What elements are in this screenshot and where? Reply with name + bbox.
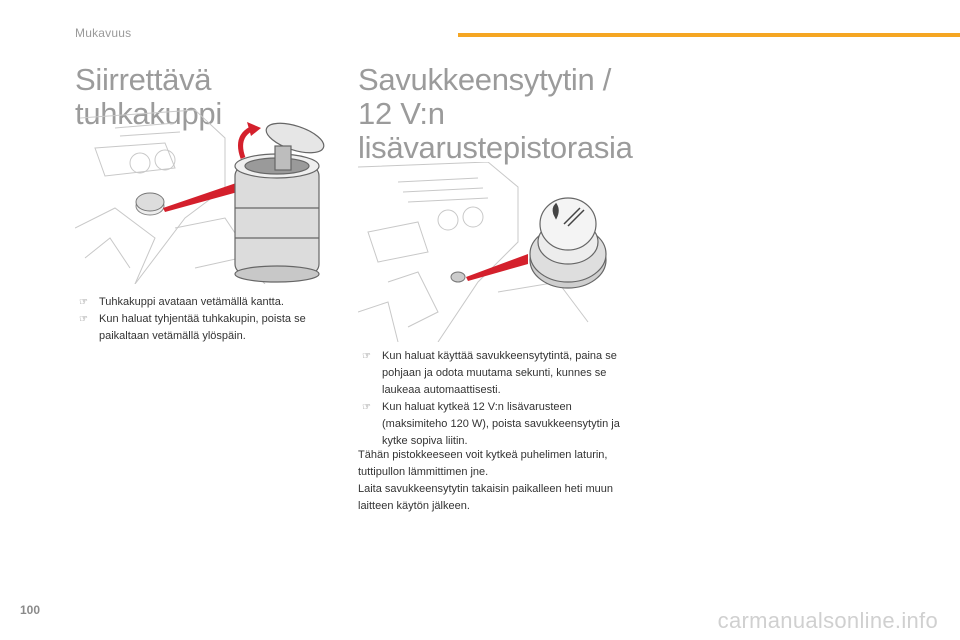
list-item-text: Kun haluat kytkeä 12 V:n lisävarusteen (maksimiteho 120 W), poista savukkeensytytin ja kytke sopiva liitin. (382, 401, 620, 447)
list-item (75, 294, 345, 311)
page-number: 100 (20, 603, 41, 617)
lighter-socket-title: Savukkeensytytin / 12 V:n lisävarustepistorasia (358, 62, 633, 165)
pointing-finger-icon: ☞ (362, 351, 371, 362)
list-item-text: Kun haluat käyttää savukkeensytytintä, paina se pohjaan ja odota muutama sekunti, kunnes se laukeaa automaattisesti. (382, 350, 617, 396)
header-accent-bar (458, 33, 960, 37)
lighter-return-note: Laita savukkeensytytin takaisin paikalleen heti muun laitteen käytön jälkeen. (358, 483, 613, 512)
list-item (358, 348, 628, 399)
list-item (75, 311, 345, 345)
list-item-text: Tuhkakuppi avataan vetämällä kantta. (99, 296, 284, 308)
watermark: carmanualsonline.info (717, 608, 938, 633)
lighter-instructions (358, 348, 628, 450)
ashtray-instructions (75, 294, 345, 345)
socket-usage-note: Tähän pistokkeeseen voit kytkeä puhelimen laturin, tuttipullon lämmittimen jne. (358, 449, 608, 478)
section-label: Mukavuus (75, 26, 132, 40)
ashtray-title: Siirrettävä tuhkakuppi (75, 62, 222, 131)
list-item (358, 399, 628, 450)
list-item-text: Kun haluat tyhjentää tuhkakupin, poista se paikaltaan vetämällä ylöspäin. (99, 313, 306, 342)
ashtray-illustration (75, 108, 340, 284)
lighter-illustration (358, 162, 623, 342)
pointing-finger-icon: ☞ (79, 314, 88, 325)
pointing-finger-icon: ☞ (362, 402, 371, 413)
pointing-finger-icon: ☞ (79, 297, 88, 308)
